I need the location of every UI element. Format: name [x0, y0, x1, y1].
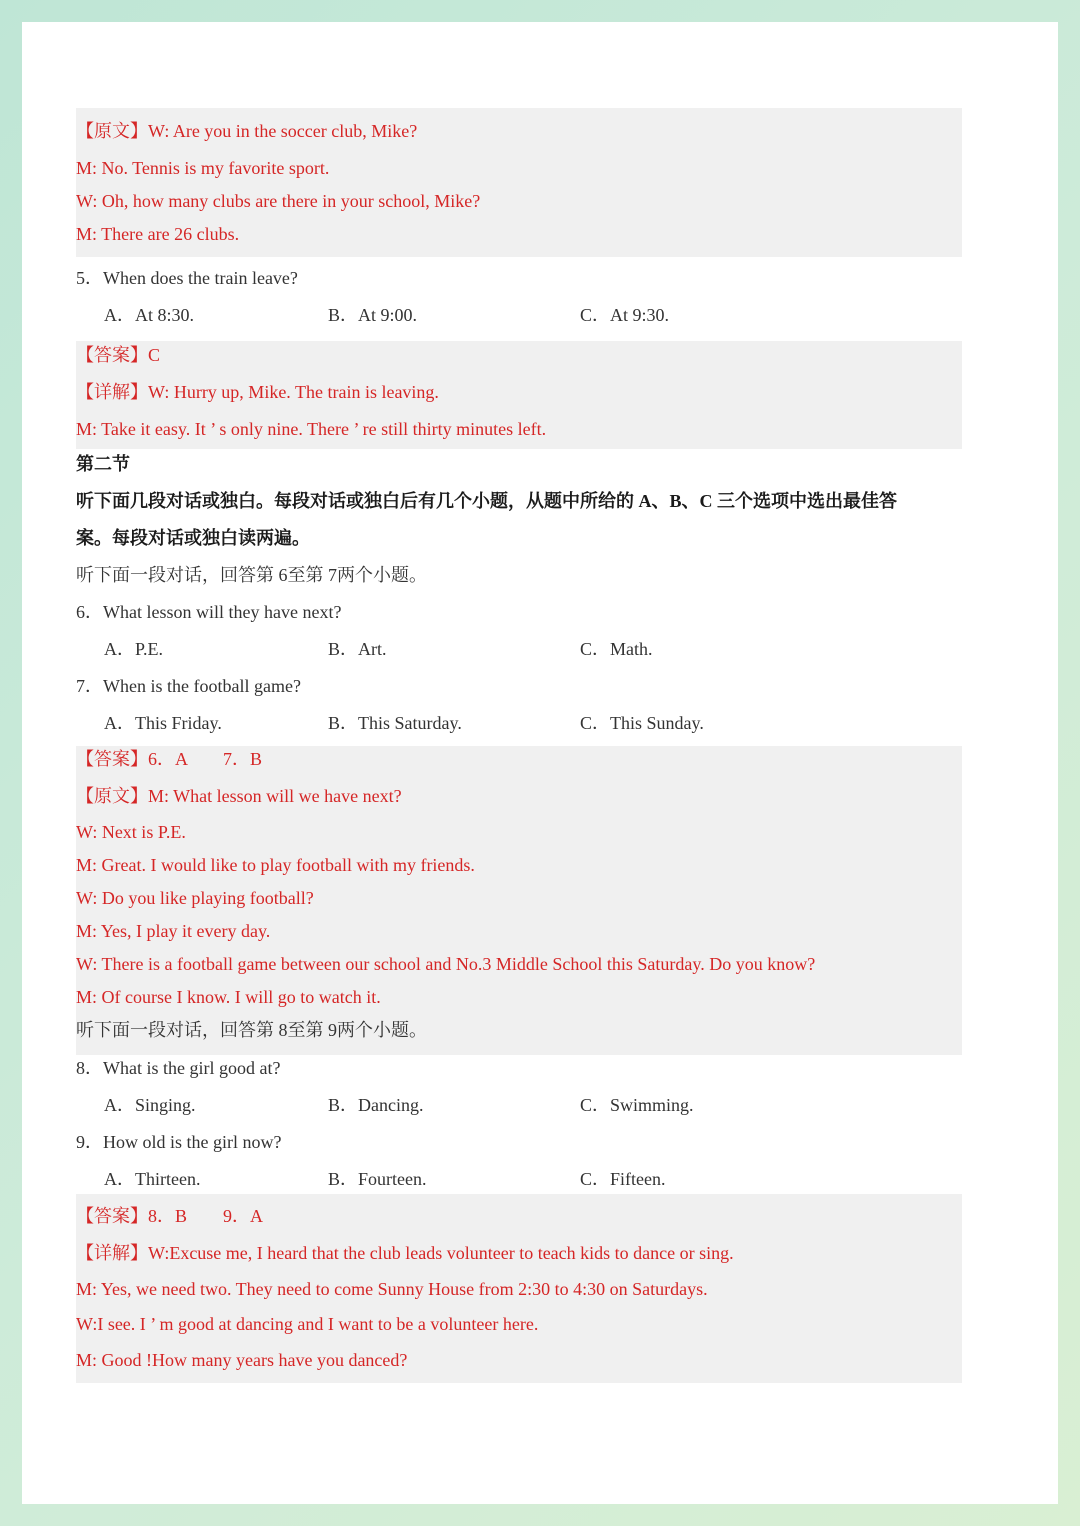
question-9-choices [76, 1168, 962, 1194]
transcript-line: M: No. Tennis is my favorite sport. [76, 158, 330, 178]
choice-a: A．Thirteen. [104, 1169, 201, 1189]
answer-label: 【答案】C [76, 345, 161, 365]
question-6: 6．What lesson will they have next? [76, 602, 342, 622]
choice-b: B．Dancing. [328, 1095, 424, 1115]
dialogue-intro: 听下面一段对话，回答第 6至第 7两个小题。 [76, 565, 427, 585]
choice-b: B．At 9:00. [328, 305, 418, 325]
section-title: 第二节 [76, 454, 130, 474]
choice-b: B．Art. [328, 639, 387, 659]
choice-c: C．At 9:30. [580, 305, 670, 325]
choice-c: C．This Sunday. [580, 713, 704, 733]
choice-a: A．P.E. [104, 639, 164, 659]
document-content [76, 108, 962, 1383]
transcript-line: W: Oh, how many clubs are there in your school, Mike? [76, 191, 481, 211]
section-instruction: 案。每段对话或独白读两遍。 [76, 528, 310, 548]
answer-label: 【答案】6．A 7．B [76, 749, 263, 769]
question-6-choices [76, 638, 962, 675]
transcript-block-1 [76, 108, 962, 257]
dialogue-intro: 听下面一段对话，回答第 8至第 9两个小题。 [76, 1020, 427, 1040]
question-7: 7．When is the football game? [76, 676, 301, 696]
answer-block-8-9 [76, 1194, 962, 1383]
explanation-line: 【详解】W:Excuse me, I heard that the club leads volunteer to teach kids to dance or sing. [76, 1243, 734, 1263]
question-5-choices [76, 304, 962, 341]
explanation-line: W:I see. I ’ m good at dancing and I want to be a volunteer here. [76, 1314, 539, 1334]
choice-a: A．At 8:30. [104, 305, 194, 325]
explanation-line: 【详解】W: Hurry up, Mike. The train is leaving. [76, 382, 439, 402]
transcript-line: 【原文】W: Are you in the soccer club, Mike? [76, 121, 418, 141]
transcript-line: W: Next is P.E. [76, 822, 186, 842]
section-instruction: 听下面几段对话或独白。每段对话或独白后有几个小题，从题中所给的 A、B、C 三个选项中选出最佳答 [76, 491, 897, 511]
transcript-line: M: Great. I would like to play football with my friends. [76, 855, 475, 875]
transcript-line: 【原文】M: What lesson will we have next? [76, 786, 402, 806]
question-7-choices [76, 712, 962, 746]
choice-c: C．Swimming. [580, 1095, 694, 1115]
choice-b: B．This Saturday. [328, 713, 462, 733]
question-5: 5．When does the train leave? [76, 268, 298, 288]
transcript-line: W: Do you like playing football? [76, 888, 314, 908]
choice-a: A．This Friday. [104, 713, 222, 733]
answer-label: 【答案】8．B 9．A [76, 1206, 264, 1226]
choice-c: C．Fifteen. [580, 1169, 666, 1189]
answer-block-5 [76, 341, 962, 449]
question-8: 8．What is the girl good at? [76, 1058, 281, 1078]
transcript-line: W: There is a football game between our school and No.3 Middle School this Saturday. Do you know? [76, 954, 816, 974]
transcript-line: M: Of course I know. I will go to watch it. [76, 987, 381, 1007]
transcript-line: M: There are 26 clubs. [76, 224, 240, 244]
explanation-line: M: Take it easy. It ’ s only nine. There ’ re still thirty minutes left. [76, 419, 547, 439]
question-9: 9．How old is the girl now? [76, 1132, 282, 1152]
choice-a: A．Singing. [104, 1095, 196, 1115]
answer-block-6-7 [76, 746, 962, 1055]
transcript-line: M: Yes, I play it every day. [76, 921, 271, 941]
choice-b: B．Fourteen. [328, 1169, 427, 1189]
explanation-line: M: Yes, we need two. They need to come Sunny House from 2:30 to 4:30 on Saturdays. [76, 1279, 708, 1299]
question-8-choices [76, 1094, 962, 1131]
choice-c: C．Math. [580, 639, 653, 659]
explanation-line: M: Good !How many years have you danced? [76, 1350, 408, 1370]
